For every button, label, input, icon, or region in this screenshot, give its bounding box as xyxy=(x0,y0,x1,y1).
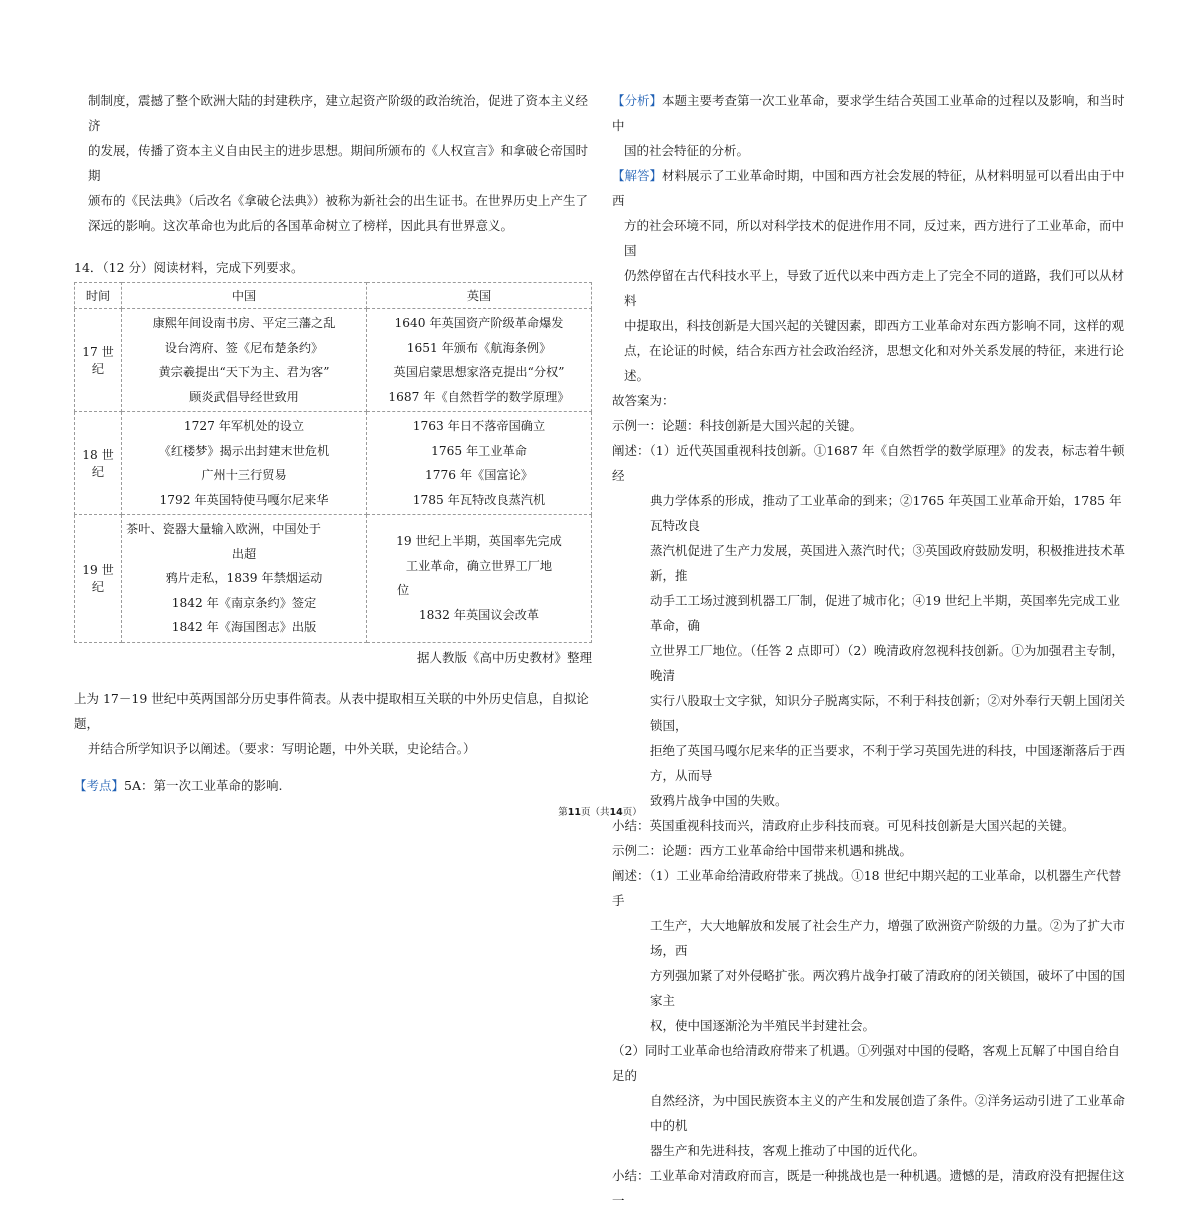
example2-part2-line: （2）同时工业革命也给清政府带来了机遇。①列强对中国的侵略，客观上瓦解了中国自给自足的 xyxy=(612,1043,1120,1083)
china-event: 黄宗羲提出“天下为主、君为客” xyxy=(158,365,330,379)
britain-event: 1776 年《国富论》 xyxy=(424,468,533,482)
task-line: 上为 17－19 世纪中英两国部分历史事件简表。从表中提取相互关联的中外历史信息，自拟论题， xyxy=(74,690,589,731)
intro-line: 制制度，震撼了整个欧洲大陆的封建秩序，建立起资产阶级的政治统治，促进了资本主义经济 xyxy=(88,93,589,133)
footer-mid: 页（共 xyxy=(580,807,610,818)
china-event: 1842 年《南京条约》签定 xyxy=(171,595,317,610)
jieda-line: 仍然停留在古代科技水平上，导致了近代以来中西方走上了完全不同的道路，我们可以从材料 xyxy=(624,268,1125,308)
example1-line: 典力学体系的形成，推动了工业革命的到来；②1765 年英国工业革命开始，1785 年瓦特改良 xyxy=(650,493,1122,533)
example1-line: 蒸汽机促进了生产力发展，英国进入蒸汽时代；③英国政府鼓励发明，积极推进技术革新，推 xyxy=(650,543,1126,583)
jieda-line: 中提取出，科技创新是大国兴起的关键因素，即西方工业革命对东西方影响不同，这样的观 xyxy=(624,318,1125,333)
britain-event: 英国启蒙思想家洛克提出“分权” xyxy=(393,365,565,379)
task-line: 并结合所学知识予以阐述。（要求：写明论题，中外关联，史论结合。） xyxy=(88,740,476,756)
britain-event: 工业革命，确立世界工厂地 xyxy=(405,558,553,573)
example2-line: 权，使中国逐渐沦为半殖民半封建社会。 xyxy=(650,1018,876,1033)
china-event: 出超 xyxy=(231,546,257,561)
intro-line: 颁布的《民法典》（后改名《拿破仑法典》）被称为新社会的出生证书。在世界历史上产生了 xyxy=(88,193,589,208)
example2-title: 示例二：论题：西方工业革命给中国带来机遇和挑战。 xyxy=(612,843,913,858)
britain-event: 1651 年颁布《航海条例》 xyxy=(406,340,552,355)
page-number: 11 xyxy=(567,807,581,818)
example1-line: 阐述：（1）近代英国重视科技创新。①1687 年《自然哲学的数学原理》的发表，标志着牛顿经 xyxy=(612,443,1125,483)
example1-line: 立世界工厂地位。（任答 2 点即可）（2）晚清政府忽视科技创新。①为加强君主专制，晚清 xyxy=(650,643,1124,683)
answer-label: 故答案为： xyxy=(612,393,675,408)
kaodian-text: 5A：第一次工业革命的影响. xyxy=(124,777,283,793)
britain-event: 1687 年《自然哲学的数学原理》 xyxy=(388,389,570,404)
intro-paragraph xyxy=(74,88,596,238)
britain-event: 1785 年瓦特改良蒸汽机 xyxy=(412,492,546,507)
example1-title: 示例一：论题：科技创新是大国兴起的关键。 xyxy=(612,418,863,433)
jieda-line: 述。 xyxy=(624,368,650,383)
page-footer xyxy=(0,804,1200,818)
example1-summary: 小结：英国重视科技而兴，清政府止步科技而衰。可见科技创新是大国兴起的关键。 xyxy=(612,818,1075,833)
table-row xyxy=(75,515,592,643)
example2-line: 方列强加紧了对外侵略扩张。两次鸦片战争打破了清政府的闭关锁国，破坏了中国的国家主 xyxy=(650,968,1126,1008)
row-china xyxy=(122,515,367,643)
example2-line: 阐述：（1）工业革命给清政府带来了挑战。①18 世纪中期兴起的工业革命，以机器生产代替手 xyxy=(612,868,1122,908)
row-time: 18 世纪 xyxy=(75,412,122,515)
table-header: 中国 xyxy=(122,283,367,309)
row-time: 17 世纪 xyxy=(75,309,122,412)
britain-event: 1763 年日不落帝国确立 xyxy=(412,419,546,433)
jieda-line xyxy=(612,163,1128,213)
right-column xyxy=(609,88,1128,1213)
jieda-tag: 【解答】 xyxy=(612,168,663,183)
example1-line: 致鸦片战争中国的失败。 xyxy=(650,793,788,808)
example2-part2-line: 器生产和先进科技，客观上推动了中国的近代化。 xyxy=(650,1143,926,1158)
row-china xyxy=(122,309,367,412)
table-row xyxy=(75,412,592,515)
left-column xyxy=(74,88,596,798)
example1-line: 拒绝了英国马嘎尔尼来华的正当要求，不利于学习英国先进的科技，中国逐渐落后于西方，从而导 xyxy=(650,743,1126,783)
history-table xyxy=(74,282,592,643)
kaodian-tag: 【考点】 xyxy=(74,777,125,793)
footer-suffix: 页） xyxy=(622,807,642,818)
table-row xyxy=(75,309,592,412)
jieda-text: 材料展示了工业革命时期，中国和西方社会发展的特征，从材料明显可以看出由于中西 xyxy=(612,168,1125,208)
example1-line: 动手工工场过渡到机器工厂制，促进了城市化；④19 世纪上半期，英国率先完成工业革命，确 xyxy=(650,593,1120,633)
fenxi-text: 本题主要考查第一次工业革命，要求学生结合英国工业革命的过程以及影响，和当时中 xyxy=(612,93,1125,133)
china-event: 设台湾府、签《尼布楚条约》 xyxy=(164,340,324,355)
china-event: 1842 年《海国图志》出版 xyxy=(171,620,317,634)
footer-prefix: 第 xyxy=(558,807,568,818)
fenxi-line xyxy=(612,88,1128,138)
table-header: 时间 xyxy=(75,283,122,309)
intro-line: 深远的影响。这次革命也为此后的各国革命树立了榜样，因此具有世界意义。 xyxy=(88,218,514,233)
table-source: 据人教版《高中历史教材》整理 xyxy=(416,649,592,665)
intro-line: 的发展，传播了资本主义自由民主的进步思想。期间所颁布的《人权宣言》和拿破仑帝国时期 xyxy=(88,143,589,183)
kaodian xyxy=(74,773,596,798)
china-event: 顾炎武倡导经世致用 xyxy=(189,389,299,404)
example1-line: 实行八股取士文字狱，知识分子脱离实际，不利于科技创新；②对外奉行天朝上国闭关锁国， xyxy=(650,693,1126,733)
fenxi-line: 国的社会特征的分析。 xyxy=(624,143,750,158)
table-header-row xyxy=(75,283,592,309)
fenxi-tag: 【分析】 xyxy=(612,93,663,108)
row-britain xyxy=(367,412,592,515)
china-event: 康熙年间设南书房、平定三藩之乱 xyxy=(152,316,336,330)
row-time: 19 世纪 xyxy=(75,515,122,643)
china-event: 1792 年英国特使马嘎尔尼来华 xyxy=(159,492,329,507)
china-event: 鸦片走私，1839 年禁烟运动 xyxy=(165,571,323,585)
china-event: 《红楼梦》揭示出封建末世危机 xyxy=(158,443,330,458)
jieda-line: 点，在论证的时候，结合东西方社会政治经济，思想文化和对外关系发展的特征，来进行论 xyxy=(624,343,1125,358)
china-event: 茶叶、瓷器大量输入欧洲，中国处于 xyxy=(126,522,321,536)
britain-event: 1832 年英国议会改革 xyxy=(418,607,540,622)
row-britain xyxy=(367,309,592,412)
example2-part2-line: 自然经济，为中国民族资本主义的产生和发展创造了条件。②洋务运动引进了工业革命中的机 xyxy=(650,1093,1126,1133)
china-event: 广州十三行贸易 xyxy=(201,468,287,482)
question-title: 14．（12 分）阅读材料，完成下列要求。 xyxy=(74,260,304,275)
table-header: 英国 xyxy=(367,283,592,309)
jieda-line: 方的社会环境不同，所以对科学技术的促进作用不同，反过来，西方进行了工业革命，而中国 xyxy=(624,218,1125,258)
britain-event: 19 世纪上半期，英国率先完成 xyxy=(396,534,562,549)
page-total: 14 xyxy=(609,807,623,818)
china-event: 1727 年军机处的设立 xyxy=(183,419,305,433)
row-britain xyxy=(367,515,592,643)
row-china xyxy=(122,412,367,515)
britain-event: 1640 年英国资产阶级革命爆发 xyxy=(394,316,564,330)
britain-event: 1765 年工业革命 xyxy=(431,443,527,458)
final-summary: 小结：工业革命对清政府而言，既是一种挑战也是一种机遇。遗憾的是，清政府没有把握住这一 xyxy=(612,1168,1125,1208)
britain-event: 位 xyxy=(397,583,410,598)
example2-line: 工生产，大大地解放和发展了社会生产力，增强了欧洲资产阶级的力量。②为了扩大市场，西 xyxy=(650,918,1126,958)
